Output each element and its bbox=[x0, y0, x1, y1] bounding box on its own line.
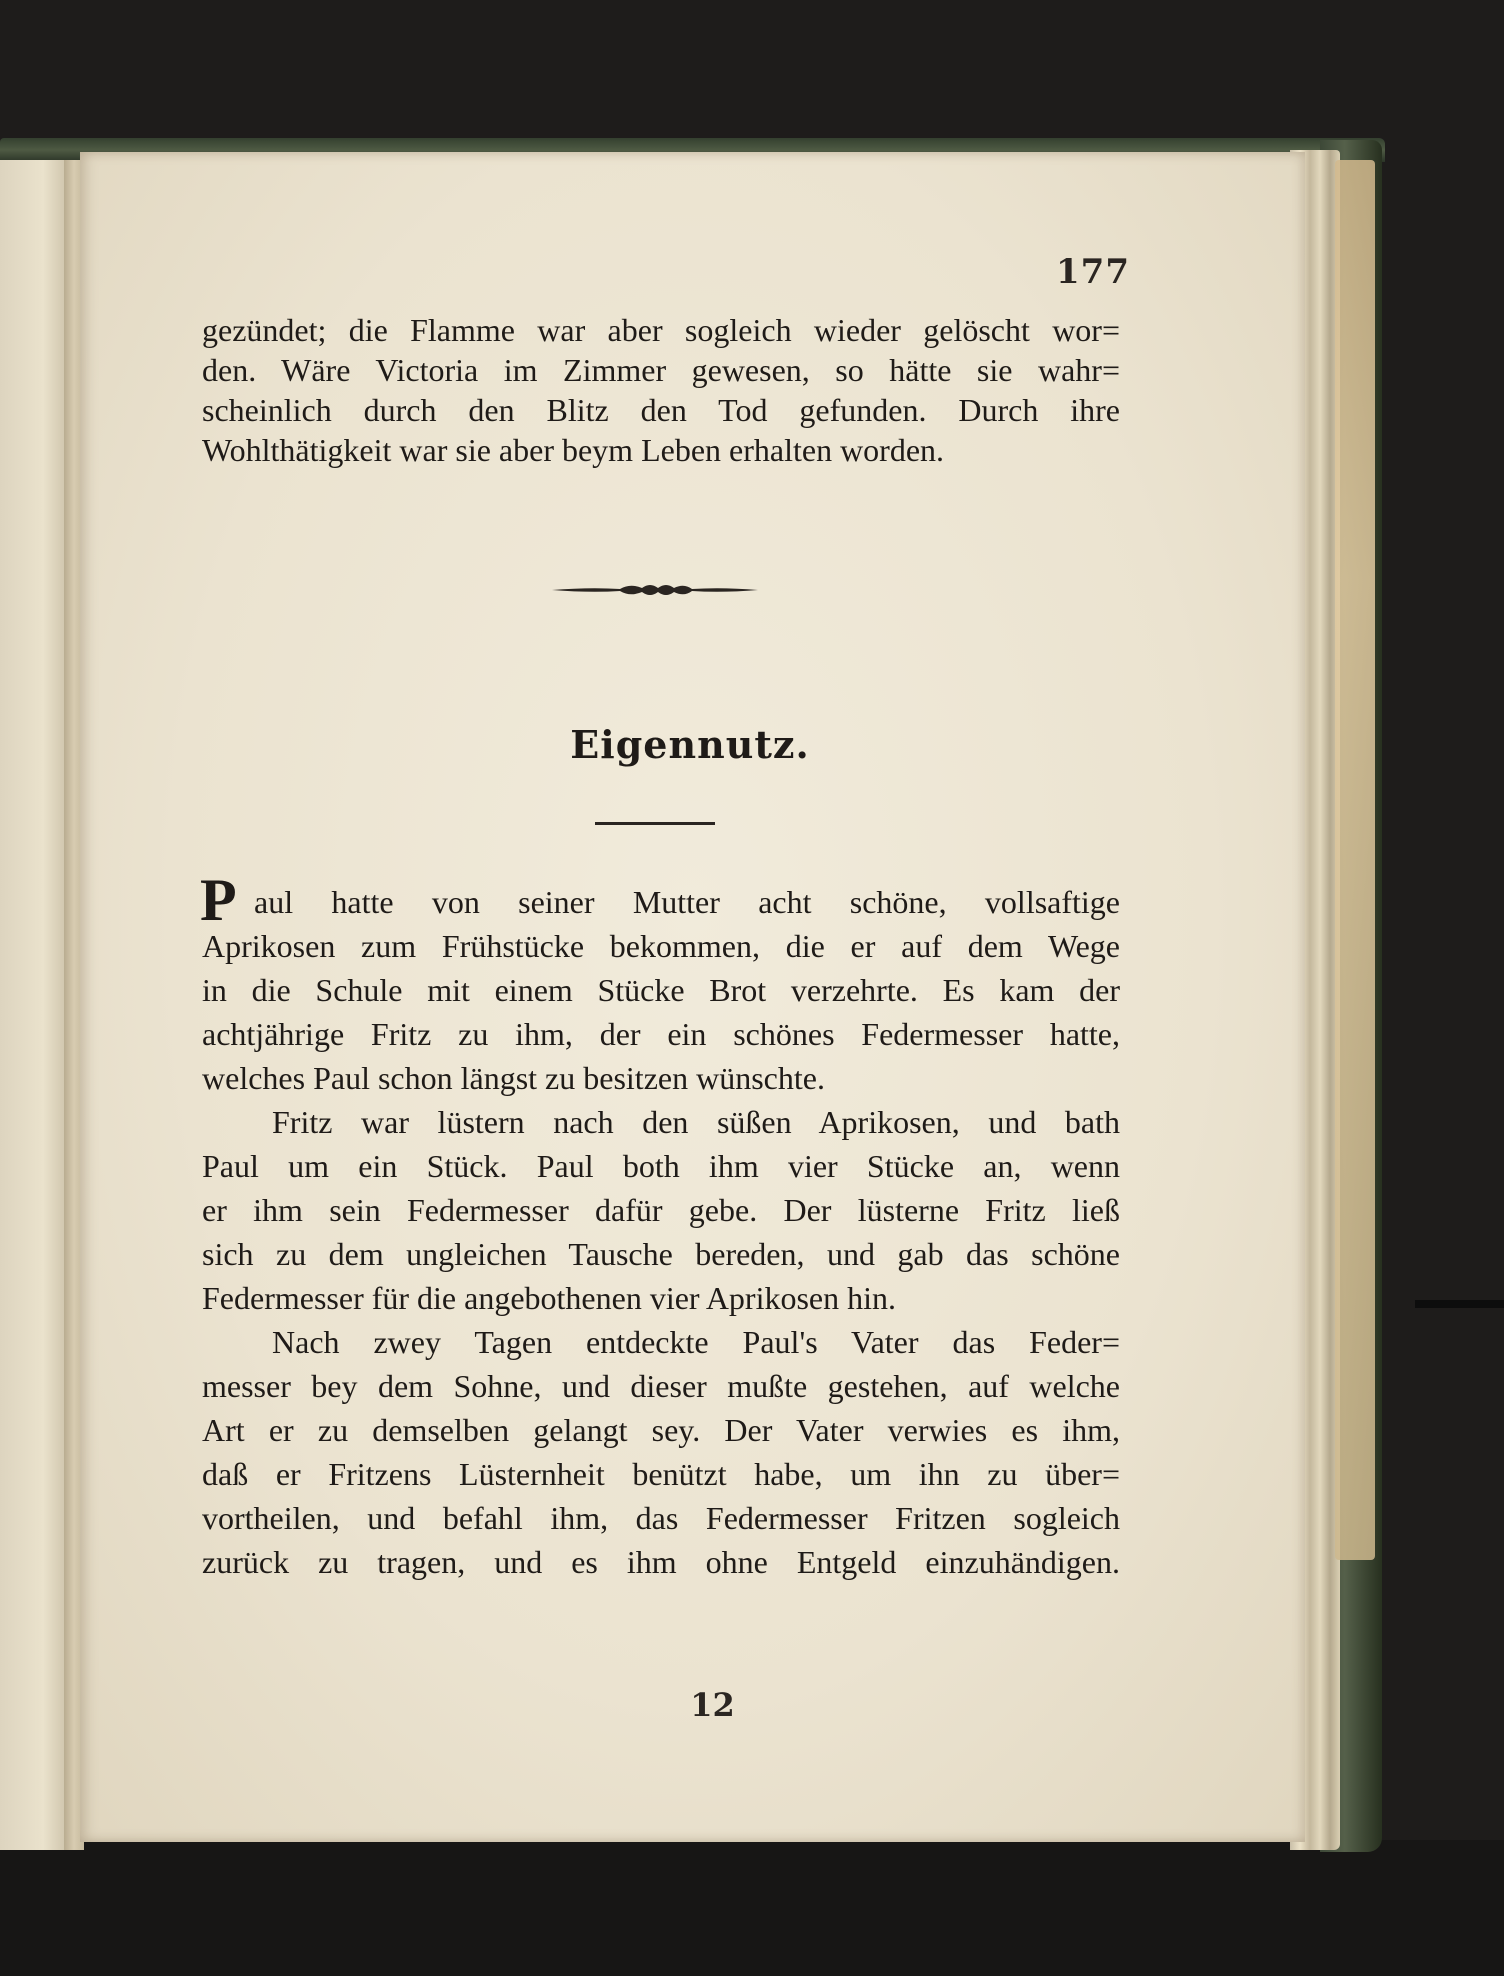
text-line: scheinlich durch den Blitz den Tod gefunden. Durch ihre bbox=[202, 392, 1120, 428]
text-line: welches Paul schon längst zu besitzen wünschte. bbox=[202, 1060, 825, 1096]
text-line: Art er zu demselben gelangt sey. Der Vater verwies es ihm, bbox=[202, 1412, 1120, 1448]
text-line: Nach zwey Tagen entdeckte Paul's Vater das Feder= bbox=[272, 1324, 1120, 1360]
page-number: 177 bbox=[1056, 252, 1130, 292]
text-line: Wohlthätigkeit war sie aber beym Leben erhalten worden. bbox=[202, 432, 945, 468]
background-desk bbox=[0, 1840, 1504, 1976]
page-edge-stain bbox=[1335, 160, 1375, 1560]
top-paragraph bbox=[202, 310, 1120, 470]
background-band bbox=[1415, 1300, 1504, 1308]
text-line-content: aul hatte von seiner Mutter acht schöne, vollsaftige bbox=[254, 884, 1120, 920]
text-line: sich zu dem ungleichen Tausche bereden, und gab das schöne bbox=[202, 1236, 1120, 1272]
text-line: in die Schule mit einem Stücke Brot verzehrte. Es kam der bbox=[202, 972, 1120, 1008]
text-line: Federmesser für die angebothenen vier Aprikosen hin. bbox=[202, 1280, 897, 1316]
text-line: gezündet; die Flamme war aber sogleich wieder gelöscht wor= bbox=[202, 312, 1120, 348]
text-line bbox=[200, 867, 1120, 933]
book-page bbox=[80, 152, 1305, 1842]
text-line: er ihm sein Federmesser dafür gebe. Der lüsterne Fritz ließ bbox=[202, 1192, 1120, 1228]
main-text bbox=[200, 867, 1120, 1584]
text-line: den. Wäre Victoria im Zimmer gewesen, so hätte sie wahr= bbox=[202, 352, 1120, 388]
text-line: Paul um ein Stück. Paul both ihm vier Stücke an, wenn bbox=[202, 1148, 1120, 1184]
drop-cap: P bbox=[200, 867, 237, 933]
section-heading: Eigennutz. bbox=[570, 722, 810, 767]
signature-mark: 12 bbox=[690, 1686, 735, 1724]
text-line: zurück zu tragen, und es ihm ohne Entgeld einzuhändigen. bbox=[202, 1544, 1120, 1580]
ornament-divider-icon bbox=[550, 578, 760, 602]
heading-rule bbox=[595, 822, 715, 825]
text-line: vortheilen, und befahl ihm, das Federmesser Fritzen sogleich bbox=[202, 1500, 1120, 1536]
text-line: achtjährige Fritz zu ihm, der ein schönes Federmesser hatte, bbox=[202, 1016, 1120, 1052]
left-page bbox=[0, 160, 72, 1850]
text-line: Fritz war lüstern nach den süßen Aprikosen, und bath bbox=[272, 1104, 1120, 1140]
text-line: daß er Fritzens Lüsternheit benützt habe, um ihn zu über= bbox=[202, 1456, 1120, 1492]
text-line: Aprikosen zum Frühstücke bekommen, die er auf dem Wege bbox=[202, 928, 1120, 964]
text-line: messer bey dem Sohne, und dieser mußte gestehen, auf welche bbox=[202, 1368, 1120, 1404]
